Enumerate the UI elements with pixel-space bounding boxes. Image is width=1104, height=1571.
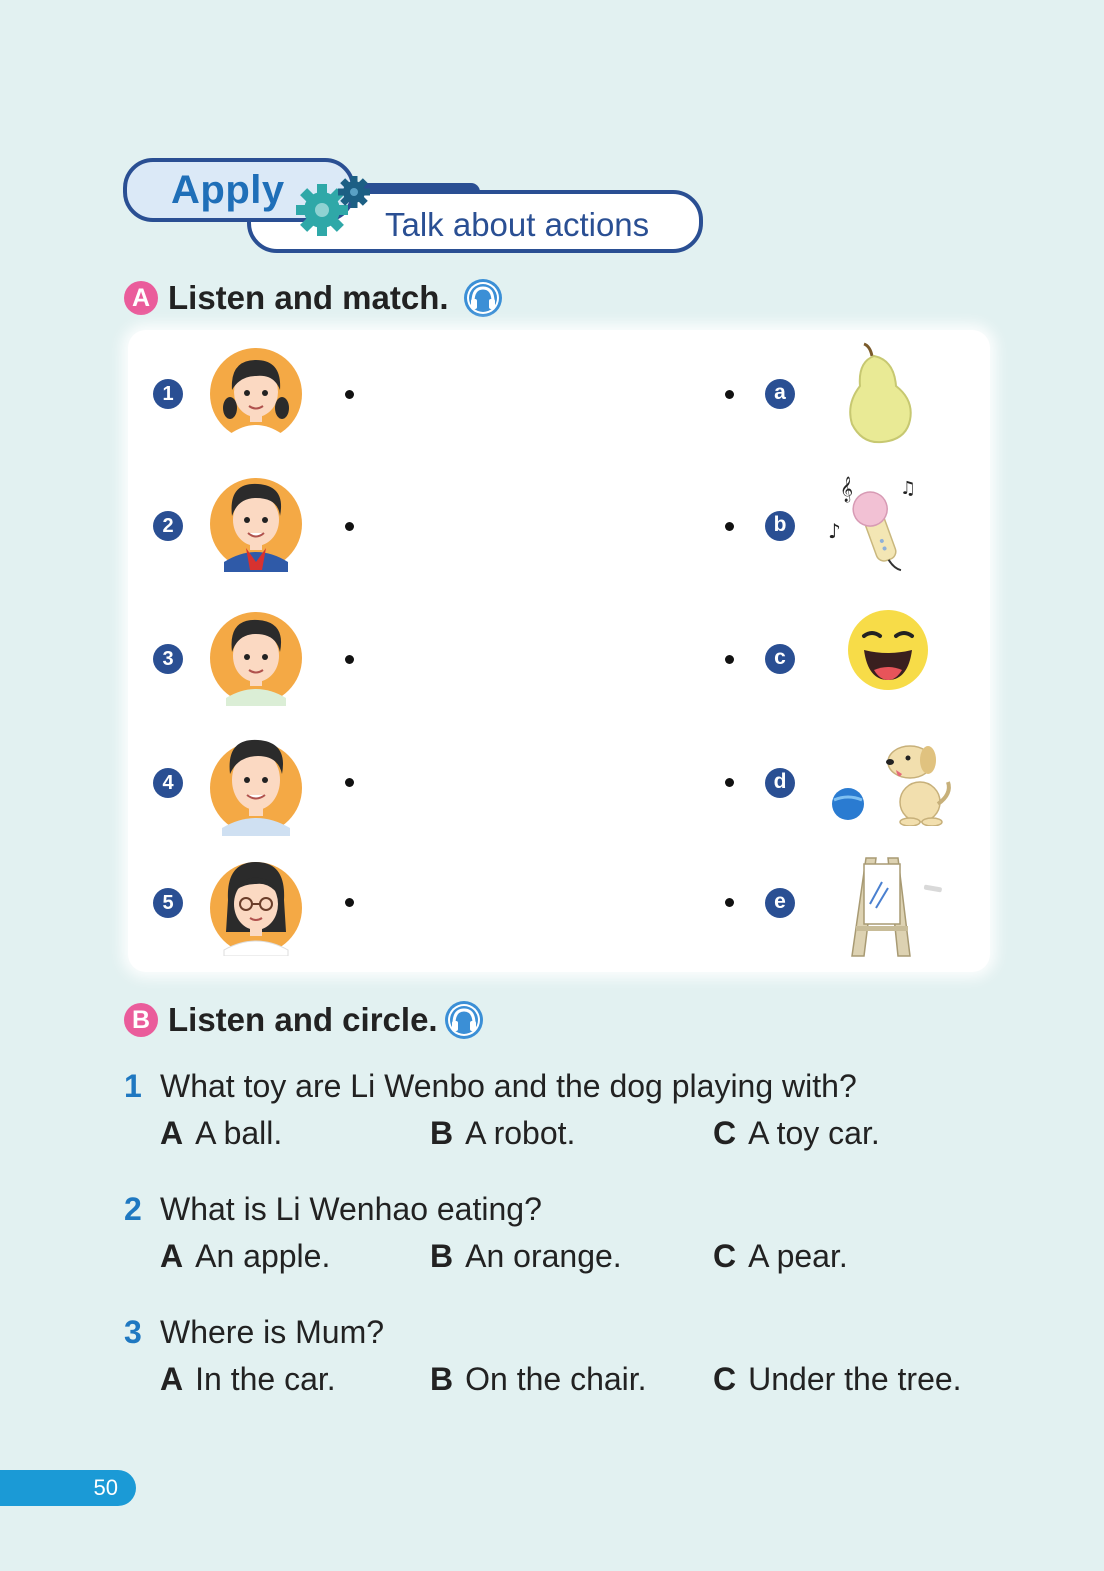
question-number: 3 [124,1314,142,1350]
headphone-icon[interactable] [444,1000,484,1040]
person-number: 4 [153,768,183,798]
svg-text:𝄞: 𝄞 [840,477,854,502]
option-letter: C [713,1238,737,1274]
match-dot-left[interactable] [345,898,354,907]
match-dot-left[interactable] [345,390,354,399]
option-text: A toy car. [748,1115,880,1151]
laughing-face-icon [846,608,930,692]
girl-pigtails-avatar [208,346,304,442]
boy-avatar [208,610,304,706]
option-text: Under the tree. [748,1361,962,1397]
match-dot-right[interactable] [725,655,734,664]
match-dot-right[interactable] [725,778,734,787]
match-dot-right[interactable] [725,898,734,907]
question [124,1191,542,1228]
match-dot-right[interactable] [725,522,734,531]
option-letter: B [430,1238,454,1274]
picture-letter: e [765,888,795,918]
answer-option[interactable] [160,1361,336,1398]
page-number: 50 [0,1470,136,1506]
pear-icon [844,342,916,446]
option-text: An apple. [195,1238,331,1274]
answer-option[interactable] [430,1115,575,1152]
picture-letter: b [765,511,795,541]
match-row [128,338,990,458]
option-text: On the chair. [465,1361,647,1397]
section-subtitle: Talk about actions [385,206,650,243]
match-dot-right[interactable] [725,390,734,399]
match-row [128,720,990,840]
option-letter: B [430,1361,454,1397]
section-a-badge: A [124,281,158,315]
matching-panel [128,330,990,972]
question [124,1314,384,1351]
section-b-title: Listen and circle. [168,1001,438,1038]
match-dot-left[interactable] [345,655,354,664]
person-number: 1 [153,379,183,409]
person-number: 5 [153,888,183,918]
question-text: What is Li Wenhao eating? [160,1191,542,1227]
easel-icon [836,852,956,958]
woman-glasses-avatar [208,852,304,956]
picture-letter: a [765,379,795,409]
question-text: What toy are Li Wenbo and the dog playing with? [160,1068,857,1104]
answer-option[interactable] [160,1115,282,1152]
match-dot-left[interactable] [345,522,354,531]
answer-option[interactable] [713,1238,848,1275]
man-avatar [208,724,304,836]
option-letter: A [160,1361,184,1397]
dog-and-ball-icon [828,742,958,826]
gears-icon [292,172,372,242]
boy-red-scarf-avatar [208,472,304,572]
match-row [128,846,990,966]
option-text: A robot. [465,1115,576,1151]
answer-option[interactable] [713,1361,962,1398]
match-dot-left[interactable] [345,778,354,787]
section-a-heading [124,278,503,318]
option-letter: A [160,1238,184,1274]
answer-option[interactable] [430,1238,622,1275]
person-number: 2 [153,511,183,541]
option-letter: C [713,1115,737,1151]
picture-letter: c [765,644,795,674]
option-text: An orange. [465,1238,622,1274]
apply-label: Apply [171,168,285,212]
section-b-badge: B [124,1003,158,1037]
option-text: A pear. [748,1238,848,1274]
answer-option[interactable] [160,1238,330,1275]
option-letter: C [713,1361,737,1397]
section-b-heading [124,1000,484,1040]
question [124,1068,857,1105]
option-letter: B [430,1115,454,1151]
picture-letter: d [765,768,795,798]
option-letter: A [160,1115,184,1151]
option-text: In the car. [195,1361,336,1397]
match-row [128,470,990,590]
section-a-title: Listen and match. [168,279,449,316]
headphone-icon[interactable] [463,278,503,318]
answer-option[interactable] [430,1361,647,1398]
option-text: A ball. [195,1115,283,1151]
question-text: Where is Mum? [160,1314,385,1350]
match-row [128,600,990,720]
question-number: 1 [124,1068,142,1104]
person-number: 3 [153,644,183,674]
question-number: 2 [124,1191,142,1227]
svg-text:♫: ♫ [900,478,917,499]
svg-text:♪: ♪ [828,519,841,543]
answer-option[interactable] [713,1115,880,1152]
microphone-icon [826,470,926,580]
